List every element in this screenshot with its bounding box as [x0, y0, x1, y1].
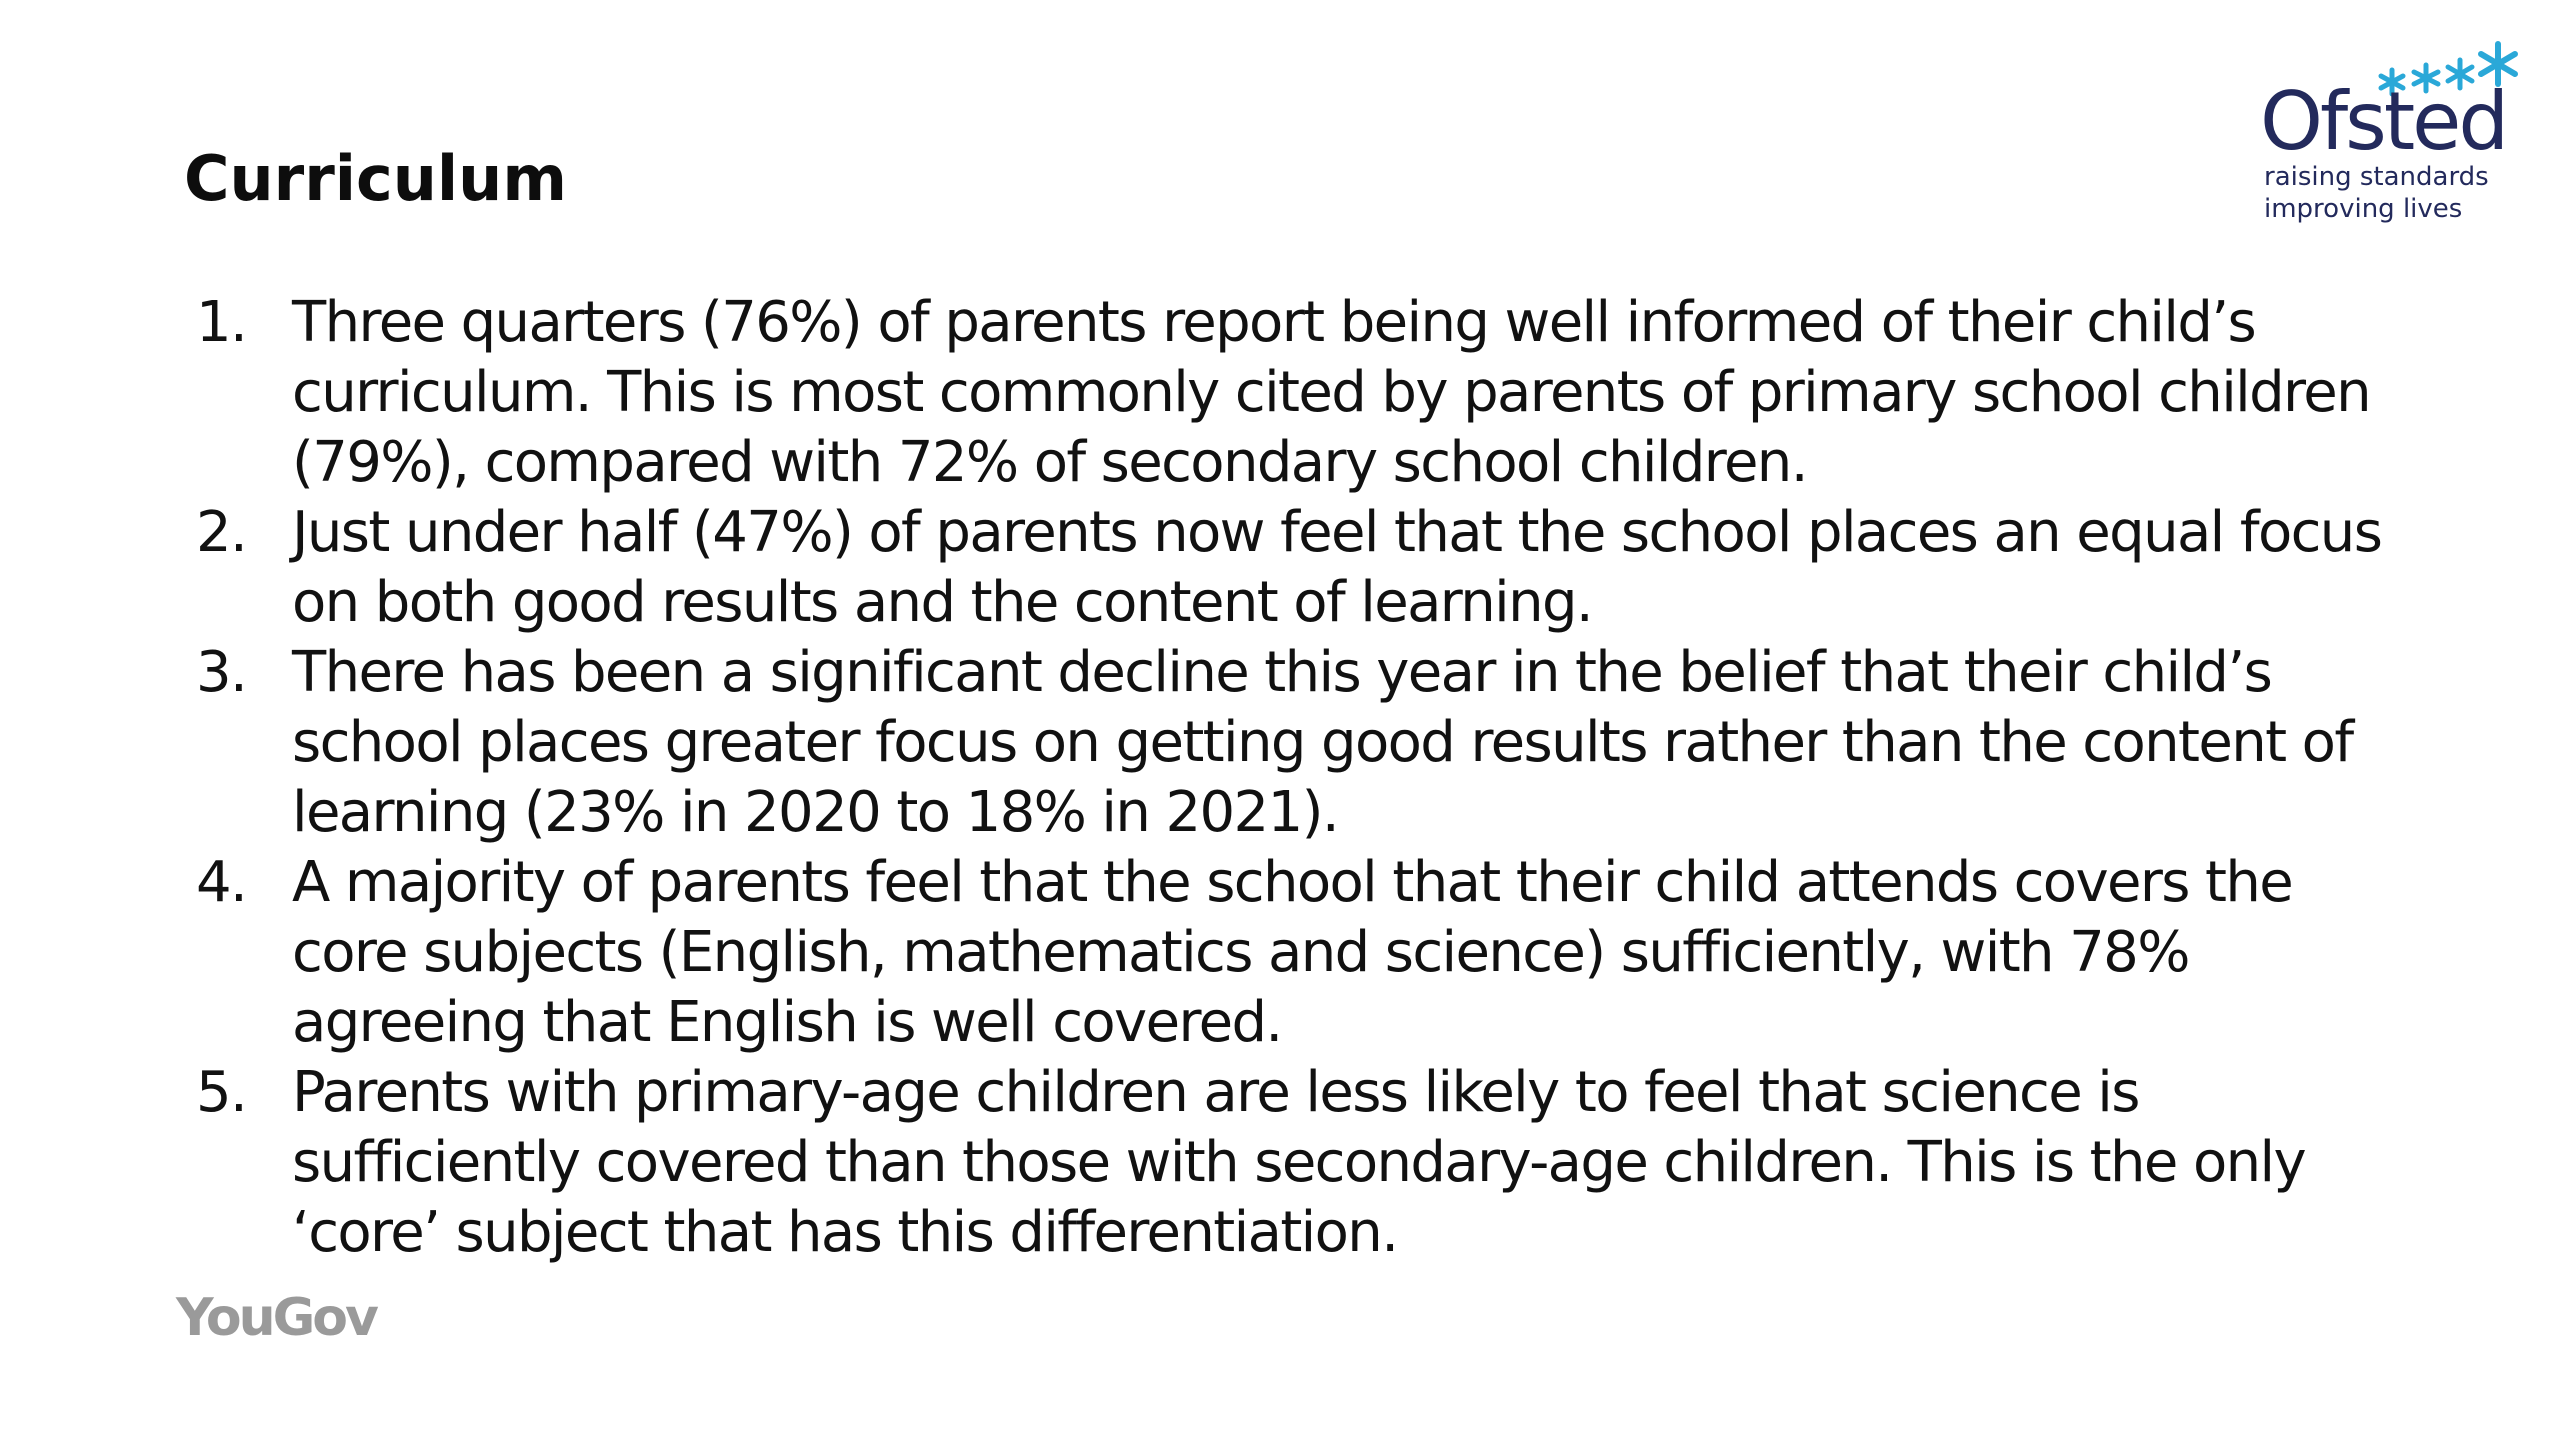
- list-item: [180, 288, 2420, 498]
- yougov-logo: YouGov: [176, 1288, 376, 1348]
- list-item-number: 4.: [196, 850, 247, 915]
- ofsted-logo: [2260, 40, 2520, 240]
- slide-title: Curriculum: [184, 142, 567, 215]
- ofsted-tagline-1: raising standards: [2264, 162, 2489, 192]
- list-item-text: Parents with primary-age children are less likely to feel that science is sufficiently covered than those with secondary-age children. This is the only ‘core’ subject that has this differentiation.: [292, 1060, 2306, 1265]
- list-item-text: There has been a significant decline this year in the belief that their child’s school places greater focus on getting good results rather than the content of learning (23% in 2020 to 18% in 2021).: [292, 640, 2353, 845]
- list-item: [180, 498, 2420, 638]
- list-item: [180, 638, 2420, 848]
- list-item: [180, 1058, 2420, 1268]
- ofsted-tagline-2: improving lives: [2264, 194, 2463, 224]
- list-item-number: 5.: [196, 1060, 247, 1125]
- list-item-number: 3.: [196, 640, 247, 705]
- findings-list: [180, 288, 2420, 1268]
- list-item-number: 1.: [196, 290, 247, 355]
- list-item-text: Three quarters (76%) of parents report being well informed of their child’s curriculum. This is most commonly cited by parents of primary school children (79%), compared with 72% of secondary school children.: [292, 290, 2370, 495]
- list-item-number: 2.: [196, 500, 247, 565]
- list-item-text: A majority of parents feel that the school that their child attends covers the core subjects (English, mathematics and science) sufficiently, with 78% agreeing that English is well covered.: [292, 850, 2293, 1055]
- list-item: [180, 848, 2420, 1058]
- ofsted-wordmark: Ofsted: [2260, 75, 2507, 168]
- list-item-text: Just under half (47%) of parents now feel that the school places an equal focus on both good results and the content of learning.: [292, 500, 2382, 635]
